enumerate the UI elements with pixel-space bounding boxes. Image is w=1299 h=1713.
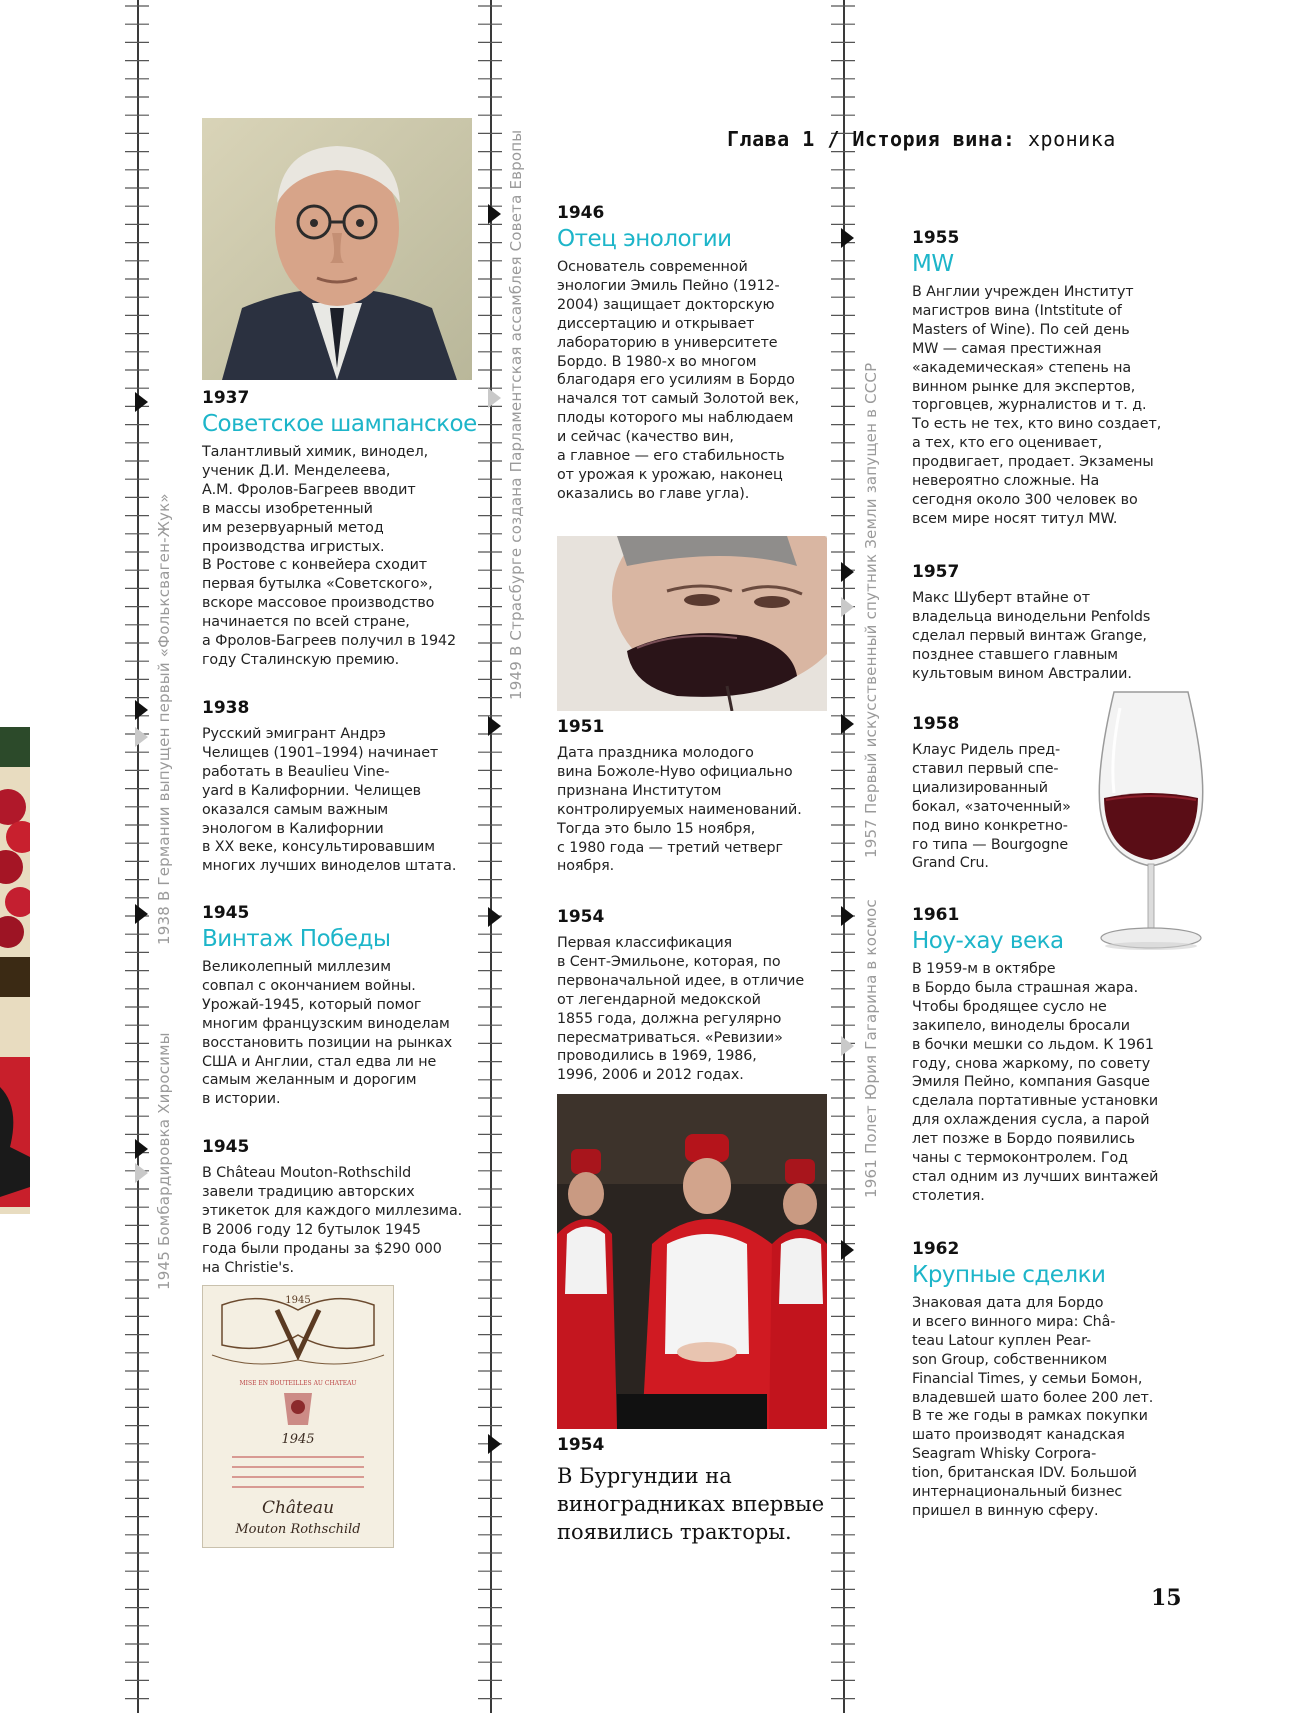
text-line: им резервуарный метод (202, 519, 384, 536)
text-line: Урожай-1945, который помог (202, 996, 422, 1013)
marker-1958 (841, 714, 854, 734)
marker-side-1961 (841, 1036, 854, 1056)
entry-1954-tractors (557, 1434, 847, 1546)
label-chateau-text: Château (261, 1498, 335, 1518)
text-line: В 2006 году 12 бутылок 1945 (202, 1221, 421, 1238)
text-line: Великолепный миллезим (202, 959, 391, 975)
text-line: оказался самым важным (202, 801, 389, 818)
text-line: Основатель современной (557, 259, 748, 275)
text-line: циализированный (912, 779, 1048, 796)
entry-body (557, 934, 837, 1085)
text-line: интернациональный бизнес (912, 1484, 1123, 1501)
marker-1937 (135, 392, 148, 412)
text-line: А.М. Фролов-Багреев вводит (202, 481, 416, 498)
marker-side-1957 (841, 597, 854, 617)
wine-tasting-photo-image (557, 536, 827, 711)
text-line: владельца винодельни Penfolds (912, 608, 1151, 625)
entry-year: 1954 (557, 907, 605, 927)
marker-1938 (135, 700, 148, 720)
text-line: бокал, «заточенный» (912, 798, 1071, 815)
entry-1961 (912, 904, 1197, 1206)
text-line: пришел в винную сферу. (912, 1502, 1099, 1519)
text-line: оказались во главе угла). (557, 485, 750, 502)
entry-body (912, 283, 1192, 529)
text-line: Первая классификация (557, 935, 733, 951)
text-line: для охлаждения сусла, а парой (912, 1112, 1150, 1129)
text-line: и сейчас (качество вин, (557, 429, 734, 446)
text-line: yard в Калифорнии. Челищев (202, 782, 421, 799)
entry-year: 1945 (202, 1137, 250, 1157)
text-line: В 1959-м в октябре (912, 961, 1056, 977)
text-line: Бордо. В 1980-х во многом (557, 353, 757, 370)
entry-heading: MW (912, 251, 954, 277)
text-line: Русский эмигрант Андрэ (202, 726, 386, 742)
text-line: невероятно сложные. На (912, 473, 1100, 490)
text-line: пересматриваться. «Ревизии» (557, 1029, 783, 1046)
entry-1945-victory (202, 902, 492, 1109)
text-line: Чтобы бродящее сусло не (912, 998, 1107, 1015)
entry-body (202, 725, 492, 876)
entry-body (557, 258, 837, 504)
marker-1957 (841, 562, 854, 582)
entry-1938 (202, 697, 492, 876)
text-line: «академическая» степень на (912, 359, 1132, 376)
text-line: ученик Д.И. Менделеева, (202, 462, 391, 479)
svg-text:MISE EN BOUTEILLES AU CHATEAU: MISE EN BOUTEILLES AU CHATEAU (239, 1380, 357, 1387)
text-line: Макс Шуберт втайне от (912, 590, 1090, 606)
text-line: работать в Beaulieu Vine- (202, 763, 390, 780)
text-line: в Бордо была страшная жара. (912, 979, 1139, 996)
marker-1962 (841, 1240, 854, 1260)
text-line: вскоре массовое производство (202, 595, 435, 612)
text-line: ноября. (557, 858, 615, 875)
text-line: в истории. (202, 1091, 281, 1108)
text-line: позднее ставшего главным (912, 646, 1118, 663)
entry-heading: Отец энологии (557, 226, 732, 252)
text-line: го типа — Bourgogne (912, 836, 1069, 853)
text-line: от легендарной медокской (557, 991, 761, 1008)
entry-year: 1962 (912, 1239, 960, 1259)
text-line: столетия. (912, 1187, 985, 1204)
text-line: шато производят канадская (912, 1427, 1125, 1444)
text-line: В те же годы в рамках покупки (912, 1408, 1148, 1425)
label-mid-year: 1945 (281, 1432, 315, 1447)
marker-1955 (841, 228, 854, 248)
text-line: совпал с окончанием войны. (202, 977, 416, 994)
text-line: а главное — его стабильность (557, 448, 785, 465)
marker-1946 (488, 204, 501, 224)
entry-body (557, 744, 837, 876)
entry-year: 1946 (557, 203, 605, 223)
text-line: США и Англии, стал едва ли не (202, 1053, 437, 1070)
text-line: на Christie's. (202, 1259, 294, 1276)
text-line: владевшей шато более 200 лет. (912, 1389, 1154, 1406)
text-line: году Сталинскую премию. (202, 651, 400, 668)
text-line: виноградниках впервые (557, 1492, 825, 1516)
text-line: году, снова жаркому, по совету (912, 1055, 1151, 1072)
text-line: культовым вином Австралии. (912, 665, 1132, 682)
entry-1945-mouton (202, 1136, 492, 1277)
entry-1958 (912, 713, 1102, 873)
text-line: года были проданы за $290 000 (202, 1240, 442, 1257)
side-note-1945: 1945 Бомбардировка Хиросимы (155, 1032, 173, 1290)
text-line: и всего винного мира: Châ- (912, 1313, 1116, 1330)
text-line: То есть не тех, кто вино создает, (912, 416, 1162, 433)
marker-1945b (135, 1139, 148, 1159)
text-line: многих лучших виноделов штата. (202, 858, 457, 875)
chapter-header (727, 127, 1116, 151)
text-line: Челищев (1901–1994) начинает (202, 744, 439, 761)
text-line: в Сент-Эмильоне, которая, по (557, 953, 781, 970)
entry-heading: Винтаж Победы (202, 926, 391, 952)
text-line: а Фролов-Багреев получил в 1942 (202, 633, 456, 650)
text-line: Клаус Ридель пред- (912, 742, 1061, 758)
text-line: чаны с термоконтролем. Год (912, 1150, 1128, 1167)
entry-1955 (912, 227, 1192, 529)
text-line: ставил первый спе- (912, 760, 1059, 777)
entry-body (202, 1164, 492, 1277)
marker-side-1938 (135, 727, 148, 747)
text-line: Seagram Whisky Corpora- (912, 1446, 1097, 1463)
entry-1937 (202, 387, 492, 670)
text-line: сделала портативные установки (912, 1093, 1159, 1110)
marker-1954b (488, 1434, 501, 1454)
text-line: начинается по всей стране, (202, 614, 410, 631)
text-line: Тогда это было 15 ноября, (557, 820, 756, 837)
entry-year: 1945 (202, 903, 250, 923)
portrait-frolov-bagreev-image (202, 118, 472, 380)
text-line: вина Божоле-Нуво официально (557, 763, 793, 780)
label-top-year: 1945 (285, 1295, 311, 1306)
text-line: контролируемых наименований. (557, 801, 802, 818)
text-line: самым желанным и дорогим (202, 1072, 417, 1089)
text-line: признана Институтом (557, 782, 722, 799)
text-line: с 1980 года — третий четверг (557, 839, 783, 856)
poster-fragment-image (0, 727, 30, 1214)
text-line: диссертацию и открывает (557, 315, 755, 332)
text-line: первоначальной идее, в отличие (557, 972, 805, 989)
entry-heading: Советское шампанское (202, 411, 477, 437)
entry-year: 1951 (557, 717, 605, 737)
chapter-title: Глава 1 / История вина: (727, 127, 1016, 151)
mouton-rothschild-label-image (202, 1285, 394, 1548)
entry-body (912, 741, 1102, 873)
entry-body (202, 443, 492, 670)
text-line: закипело, виноделы бросали (912, 1017, 1130, 1034)
text-line: Знаковая дата для Бордо (912, 1295, 1104, 1311)
marker-side-1945 (135, 1163, 148, 1183)
text-line: MW — самая престижная (912, 340, 1102, 357)
entry-1957 (912, 561, 1192, 684)
text-line: В Англии учрежден Институт (912, 284, 1134, 300)
text-line: всем мире носят титул MW. (912, 510, 1118, 527)
text-line: лабораторию в университете (557, 334, 778, 351)
entry-1954-classification (557, 906, 837, 1085)
entry-year: 1955 (912, 228, 960, 248)
chapter-subtitle: хроника (1028, 127, 1116, 151)
text-line: стал одним из лучших винтажей (912, 1168, 1159, 1185)
entry-heading: Крупные сделки (912, 1262, 1106, 1288)
text-line: Талантливый химик, винодел, (202, 444, 429, 460)
entry-year: 1937 (202, 388, 250, 408)
entry-body (912, 1294, 1197, 1521)
text-line: начался тот самый Золотой век, (557, 391, 800, 408)
text-line: Financial Times, у семьи Бомон, (912, 1370, 1143, 1387)
text-line: торговцев, журналистов и т. д. (912, 397, 1147, 414)
entry-heading: Ноу-хау века (912, 928, 1064, 954)
text-line: teau Latour куплен Pear- (912, 1332, 1091, 1349)
text-line: энологии Эмиль Пейно (1912- (557, 277, 780, 294)
text-line: благодаря его усилиям в Бордо (557, 372, 795, 389)
text-line: В Château Mouton-Rothschild (202, 1165, 412, 1181)
text-line: лет позже в Бордо появились (912, 1131, 1135, 1148)
text-line: восстановить позиции на рынках (202, 1034, 453, 1051)
text-line: в XX веке, консультировавшим (202, 839, 435, 856)
entry-year: 1958 (912, 714, 960, 734)
entry-body (202, 958, 492, 1109)
text-line: Дата праздника молодого (557, 745, 754, 761)
text-line: В Ростове с конвейера сходит (202, 557, 428, 574)
entry-body (912, 960, 1197, 1206)
text-line: 2004) защищает докторскую (557, 296, 775, 313)
marker-1945a (135, 904, 148, 924)
text-line: многим французским виноделам (202, 1015, 450, 1032)
text-line: а тех, кто его оценивает, (912, 435, 1103, 452)
entry-year: 1961 (912, 905, 960, 925)
text-line: 1855 года, должна регулярно (557, 1010, 782, 1027)
page-number: 15 (1151, 1585, 1182, 1611)
text-line: от урожая к урожаю, наконец (557, 466, 783, 483)
text-line: сегодня около 300 человек во (912, 491, 1138, 508)
timeline-ruler-1 (125, 0, 149, 1713)
label-name-text: Mouton Rothschild (235, 1522, 361, 1537)
side-note-1949: 1949 В Страсбурге создана Парламентская ассамблея Совета Европы (507, 129, 525, 700)
text-line: сделал первый винтаж Grange, (912, 627, 1147, 644)
text-line: магистров вина (Intstitute of (912, 302, 1122, 319)
text-line: появились тракторы. (557, 1520, 792, 1544)
text-line: Masters of Wine). По сей день (912, 321, 1130, 338)
entry-body (912, 589, 1192, 684)
entry-year: 1957 (912, 562, 960, 582)
text-line: Эмиля Пейно, компания Gasque (912, 1074, 1150, 1091)
text-line: 1996, 2006 и 2012 годах. (557, 1067, 744, 1084)
entry-1962 (912, 1238, 1197, 1521)
side-note-1961: 1961 Полет Юрия Гагарина в космос (862, 899, 880, 1198)
text-line: в бочки мешки со льдом. К 1961 (912, 1036, 1154, 1053)
side-note-1957: 1957 Первый искусственный спутник Земли запущен в СССР (862, 362, 880, 858)
text-line: первая бутылка «Советского», (202, 576, 433, 593)
text-line: производства игристых. (202, 538, 385, 555)
text-line: под вино конкретно- (912, 817, 1068, 834)
entry-1951 (557, 716, 837, 876)
text-line: в массы изобретенный (202, 500, 373, 517)
text-line: этикеток для каждого миллезима. (202, 1202, 463, 1219)
text-line: В Бургундии на (557, 1464, 732, 1488)
jurade-procession-photo-image (557, 1094, 827, 1429)
entry-1946 (557, 202, 837, 504)
text-line: son Group, собственником (912, 1351, 1108, 1368)
text-line: проводились в 1969, 1986, (557, 1048, 757, 1065)
text-line: плоды которого мы наблюдаем (557, 410, 794, 427)
text-line: энологом в Калифорнии (202, 820, 384, 837)
text-line: tion, британская IDV. Большой (912, 1465, 1137, 1482)
entry-big-text (557, 1462, 847, 1546)
marker-1961 (841, 906, 854, 926)
entry-year: 1954 (557, 1435, 605, 1455)
text-line: Grand Cru. (912, 855, 989, 872)
text-line: завели традицию авторских (202, 1183, 415, 1200)
text-line: продвигает, продает. Экзамены (912, 454, 1154, 471)
entry-year: 1938 (202, 698, 250, 718)
side-note-1938: 1938 В Германии выпущен первый «Фольксваген-Жук» (155, 493, 173, 945)
text-line: винном рынке для экспертов, (912, 378, 1136, 395)
